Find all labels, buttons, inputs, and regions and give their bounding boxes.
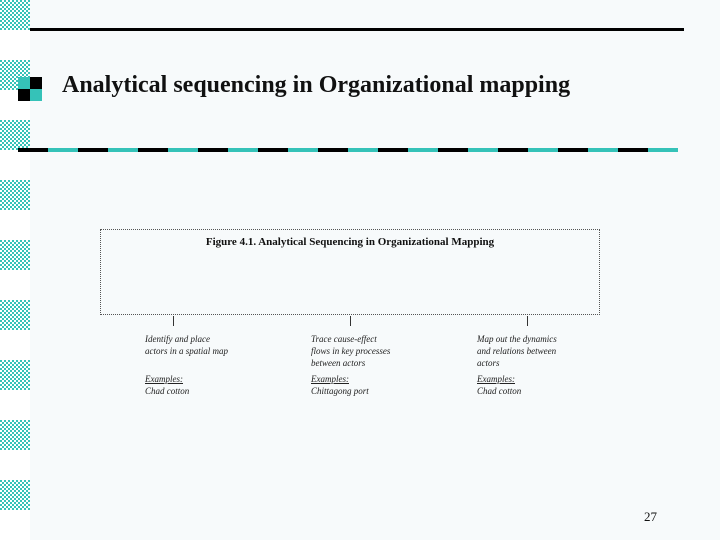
figure-frame <box>100 229 600 315</box>
title-underline-rule <box>18 148 678 152</box>
step-example <box>145 373 285 397</box>
step-column-1 <box>145 333 285 397</box>
step-example <box>477 373 617 397</box>
step-description: Map out the dynamics and relations between actors <box>477 334 557 368</box>
top-rule <box>30 28 684 31</box>
example-label: Examples: <box>477 374 515 384</box>
connector-tick-3 <box>527 316 528 326</box>
example-value: Chad cotton <box>145 386 190 396</box>
example-label: Examples: <box>145 374 183 384</box>
example-value: Chad cotton <box>477 386 522 396</box>
step-column-2 <box>311 333 451 397</box>
connector-tick-2 <box>350 316 351 326</box>
step-example <box>311 373 451 397</box>
example-label: Examples: <box>311 374 349 384</box>
connector-tick-1 <box>173 316 174 326</box>
example-value: Chittagong port <box>311 386 369 396</box>
step-description: Trace cause-effect flows in key processes between actors <box>311 334 391 368</box>
title-bullet-icon <box>18 77 44 103</box>
figure-caption: Figure 4.1. Analytical Sequencing in Organizational Mapping <box>205 236 495 248</box>
slide-title: Analytical sequencing in Organizational mapping <box>62 72 571 98</box>
step-description: Identify and place actors in a spatial map <box>145 334 229 356</box>
step-column-3 <box>477 333 617 397</box>
page-number: 27 <box>644 509 657 524</box>
